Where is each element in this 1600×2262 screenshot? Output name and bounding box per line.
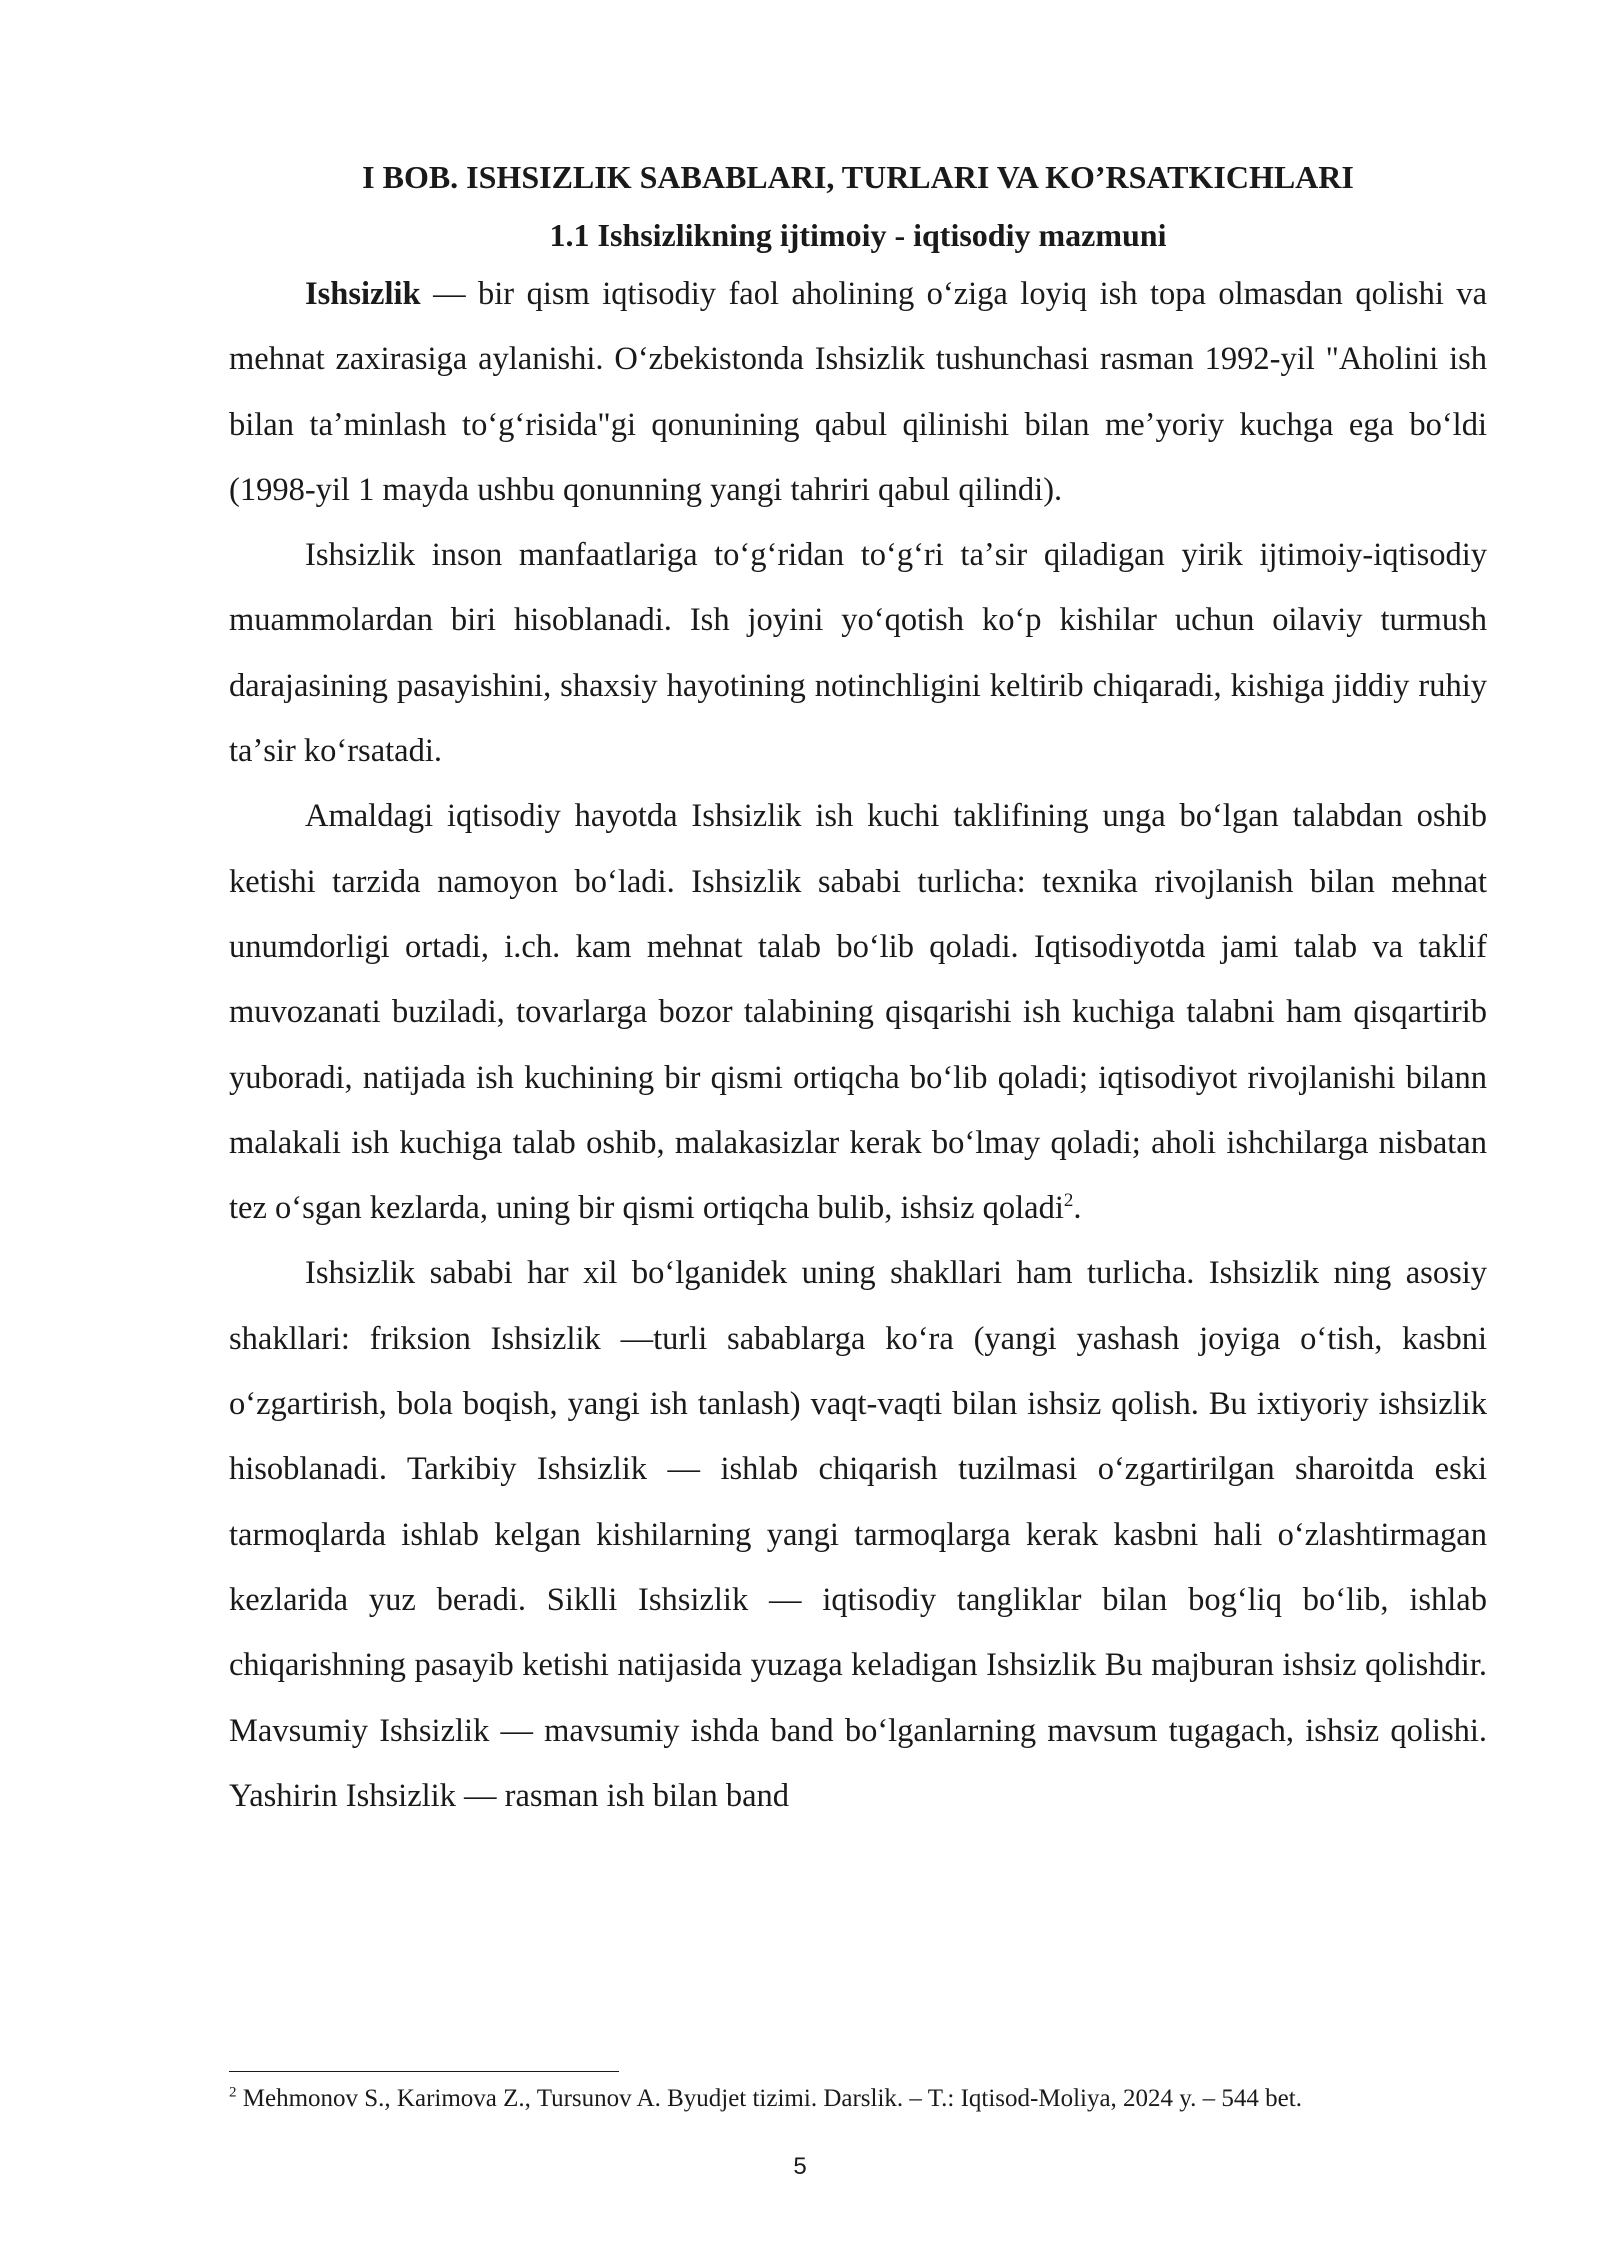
footnote-number: 2 xyxy=(229,2084,237,2101)
paragraph-3-text: Amaldagi iqtisodiy hayotda Ishsizlik ish kuchi taklifining unga boʻlgan talabdan oshib ketishi tarzida namoyon boʻladi. Ishsizlik sababi turlicha: texnika rivojlanish bilan mehnat unumdorligi ortadi, i.ch. kam mehnat talab boʻlib qoladi. Iqtisodiyotda jami talab va taklif muvozanati buziladi, tovarlarga bozor talabining qisqarishi ish kuchiga talabni ham qisqartirib yuboradi, natijada ish kuchining bir qismi ortiqcha boʻlib qoladi; iqtisodiyot rivojlanishi bilann malakali ish kuchiga talab oshib, malakasizlar kerak boʻlmay qoladi; aholi ishchilarga nisbatan tez oʻsgan kezlarda, uning bir qismi ortiqcha bulib, ishsiz qoladi xyxy=(229,798,1487,1227)
page-content xyxy=(229,150,1487,1829)
paragraph-4-text: Ishsizlik sababi har xil boʻlganidek uning shakllari ham turlicha. Ishsizlik ning asosiy shakllari: friksion Ishsizlik —turli sabablarga koʻra (yangi yashash joyiga oʻtish, kasbni oʻzgartirish, bola boqish, yangi ish tanlash) vaqt-vaqti bilan ishsiz qolish. Bu ixtiyoriy ishsizlik hisoblanadi. Tarkibiy Ishsizlik — ishlab chiqarish tuzilmasi oʻzgartirilgan sharoitda eski tarmoqlarda ishlab kelgan kishilarning yangi tarmoqlarga kerak kasbni hali oʻzlashtirmagan kezlarida yuz beradi. Siklli Ishsizlik — iqtisodiy tangliklar bilan bogʻliq boʻlib, ishlab chiqarishning pasayib ketishi natijasida yuzaga keladigan Ishsizlik Bu majburan ishsiz qolishdir. Mavsumiy Ishsizlik — mavsumiy ishda band boʻlganlarning mavsum tugagach, ishsiz qolishi. Yashirin Ishsizlik — rasman ish bilan band xyxy=(229,1255,1487,1814)
footnote-reference: 2 xyxy=(1063,1190,1074,1212)
paragraph-3 xyxy=(229,784,1487,1241)
paragraph-3-tail: . xyxy=(1073,1190,1082,1227)
paragraph-2-text: Ishsizlik inson manfaatlariga toʻgʻridan toʻgʻri taʼsir qiladigan yirik ijtimoiy-iqtisodiy muammolardan biri hisoblanadi. Ish joyini yoʻqotish koʻp kishilar uchun oilaviy turmush darajasining pasayishini, shaxsiy hayotining notinchligini keltirib chiqaradi, kishiga jiddiy ruhiy taʼsir koʻrsatadi. xyxy=(229,537,1487,770)
page-number: 5 xyxy=(793,2153,807,2180)
section-title: 1.1 Ishsizlikning ijtimoiy - iqtisodiy mazmuni xyxy=(549,217,1167,253)
footnote-text: Mehmonov S., Karimova Z., Tursunov A. Byudjet tizimi. Darslik. – T.: Iqtisod-Moliya, 2024 y. – 544 bet. xyxy=(236,2085,1302,2112)
paragraph-1 xyxy=(229,262,1487,523)
chapter-title: I BOB. ISHSIZLIK SABABLARI, TURLARI VA KO’RSATKICHLARI xyxy=(362,159,1354,195)
footnote xyxy=(229,2082,1487,2116)
term-bold: Ishsizlik xyxy=(305,276,421,312)
paragraph-1-text: — bir qism iqtisodiy faol aholining oʻziga loyiq ish topa olmasdan qolishi va mehnat zaxirasiga aylanishi. Oʻzbekistonda Ishsizlik tushunchasi rasman 1992-yil "Aholini ish bilan taʼminlash toʻgʻrisida"gi qonunining qabul qilinishi bilan meʼyoriy kuchga ega boʻldi (1998-yil 1 mayda ushbu qonunning yangi tahriri qabul qilindi). xyxy=(229,276,1487,508)
paragraph-2 xyxy=(229,523,1487,784)
paragraph-4 xyxy=(229,1241,1487,1829)
footnote-divider xyxy=(229,2071,619,2072)
